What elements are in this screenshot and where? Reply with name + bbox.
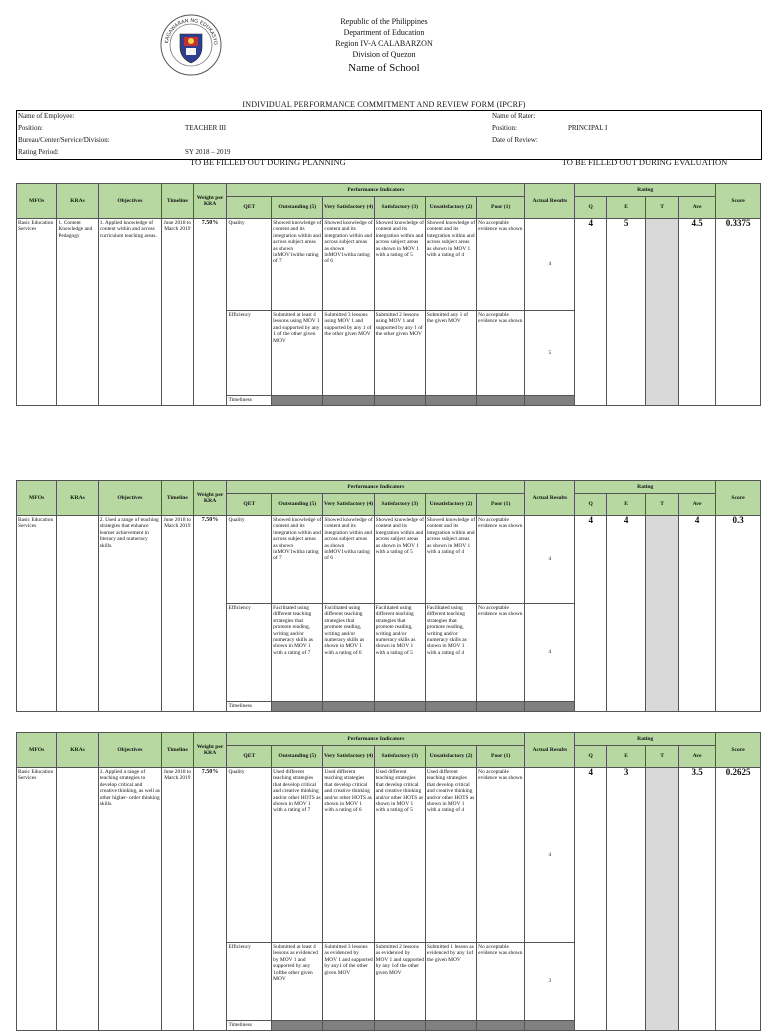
objective-cell: 2. Used a range of teaching strategies that enhance learner achievement in literacy and numeracy skills. bbox=[98, 516, 161, 712]
col-very-satisfactory: Very Satisfactory (4) bbox=[323, 494, 374, 516]
kra-cell bbox=[57, 768, 98, 1031]
bureau-label: Bureau/Center/Service/Division: bbox=[18, 136, 110, 144]
qet-quality-label: Quality bbox=[227, 219, 272, 311]
header-republic: Republic of the Philippines bbox=[340, 17, 428, 26]
planning-label: TO BE FILLED OUT DURING PLANNING bbox=[190, 157, 346, 167]
col-satisfactory: Satisfactory (3) bbox=[374, 197, 425, 219]
quality-unsatisfactory: Showed knowledge of content and its integration within and across subject areas as shown in MOV 1 with a rating of 4 bbox=[425, 219, 476, 311]
col-weight: Weight per KRA bbox=[193, 733, 227, 768]
efficiency-unsatisfactory: Submitted 1 lesson as evidenced by any 1of the given MOV bbox=[425, 943, 476, 1021]
col-very-satisfactory: Very Satisfactory (4) bbox=[323, 746, 374, 768]
col-actual-results: Actual Results bbox=[525, 733, 575, 768]
employee-position-label: Position: bbox=[18, 124, 43, 132]
rating-t bbox=[646, 516, 679, 712]
efficiency-satisfactory: Facilitated using different teaching strategies that promote reading, writing and/or numeracy skills as shown in MOV 1 with a rating of 5 bbox=[374, 604, 425, 702]
efficiency-actual-result: 3 bbox=[525, 943, 575, 1021]
col-rating: Rating bbox=[575, 184, 716, 197]
col-t: T bbox=[646, 746, 679, 768]
mfo-cell: Basic Education Services bbox=[17, 219, 57, 406]
quality-outstanding: Showed knowledge of content and its integration within and across subject areas as shown inMOV1witha rating of 7 bbox=[272, 516, 323, 604]
rating-e: 3 bbox=[607, 768, 646, 1031]
col-mfos: MFOs bbox=[17, 481, 57, 516]
svg-text:KAGAWARAN NG EDUKASYON: KAGAWARAN NG EDUKASYO bbox=[164, 17, 219, 46]
rating-score: 0.2625 bbox=[716, 768, 761, 1031]
col-e: E bbox=[607, 746, 646, 768]
quality-very-satisfactory: Showed knowledge of content and its integration within and across subject areas as shown inMOV1witha rating of 6 bbox=[323, 219, 374, 311]
quality-unsatisfactory: Showed knowledge of content and its integration within and across subject areas as shown in MOV 1 with a rating of 4 bbox=[425, 516, 476, 604]
rating-e: 4 bbox=[607, 516, 646, 712]
timeline-cell: June 2018 to March 2019 bbox=[162, 516, 194, 712]
rating-ave: 4 bbox=[679, 516, 716, 712]
col-t: T bbox=[646, 494, 679, 516]
timeline-cell: June 2018 to March 2019 bbox=[162, 768, 194, 1031]
col-mfos: MFOs bbox=[17, 733, 57, 768]
objective-cell: 3. Applied a range of teaching strategies to develop critical and creative thinking, as well as other higher- order thinking skills. bbox=[98, 768, 161, 1031]
weight-cell: 7.50% bbox=[193, 768, 227, 1031]
col-kras: KRAs bbox=[57, 184, 98, 219]
col-poor: Poor (1) bbox=[477, 746, 525, 768]
quality-very-satisfactory: Used different teaching strategies that develop critical and creative thinking and/or other HOTS as shown in MOV 1 with a rating of 6 bbox=[323, 768, 374, 943]
qet-quality-label: Quality bbox=[227, 768, 272, 943]
form-title: INDIVIDUAL PERFORMANCE COMMITMENT AND REVIEW FORM (IPCRF) bbox=[242, 100, 526, 109]
col-actual-results: Actual Results bbox=[525, 184, 575, 219]
col-ave: Ave bbox=[679, 494, 716, 516]
employee-position-value: TEACHER III bbox=[185, 124, 227, 132]
efficiency-poor: No acceptable evidence was shown bbox=[477, 604, 525, 702]
efficiency-very-satisfactory: Facilitated using different teaching strategies that promote reading, writing and/or numeracy skills as shown in MOV 1 with a rating of 6 bbox=[323, 604, 374, 702]
efficiency-poor: No acceptable evidence was shown bbox=[477, 943, 525, 1021]
quality-actual-result: 4 bbox=[525, 219, 575, 311]
efficiency-very-satisfactory: Submitted 3 lessons as evidenced by MOV 1 and supported by any1 of the other given MOV bbox=[323, 943, 374, 1021]
efficiency-satisfactory: Submitted 2 lessons using MOV 1 and supported by any 1 of the other given MOV bbox=[374, 311, 425, 396]
rater-position-value: PRINCIPAL I bbox=[568, 124, 608, 132]
efficiency-poor: No acceptable evidence was shown bbox=[477, 311, 525, 396]
col-poor: Poor (1) bbox=[477, 197, 525, 219]
col-t: T bbox=[646, 197, 679, 219]
quality-outstanding: Showed knowledge of content and its integration within and across subject areas as shown inMOV1withe rating of 7 bbox=[272, 219, 323, 311]
qet-efficiency-label: Efficiency bbox=[227, 943, 272, 1021]
col-q: Q bbox=[575, 746, 607, 768]
rating-score: 0.3 bbox=[716, 516, 761, 712]
header-region: Region IV-A CALABARZON bbox=[335, 39, 433, 48]
col-performance-indicators: Performance Indicators bbox=[227, 184, 525, 197]
efficiency-actual-result: 5 bbox=[525, 311, 575, 396]
objective-cell: 1. Applied knowledge of content within and across curriculum teaching areas. bbox=[98, 219, 161, 406]
rating-q: 4 bbox=[575, 219, 607, 406]
col-performance-indicators: Performance Indicators bbox=[227, 481, 525, 494]
efficiency-unsatisfactory: Facilitated using different teaching strategies that promote reading, writing and/or numeracy skills as shown in MOV 1 with a rating of 4 bbox=[425, 604, 476, 702]
evaluation-label: TO BE FILLED OUT DURING EVALUATION bbox=[561, 157, 728, 167]
col-unsatisfactory: Unsatisfactory (2) bbox=[425, 197, 476, 219]
quality-very-satisfactory: Showed knowledge of content and its integration within and across subject areas as shown inMOV1witha rating of 6 bbox=[323, 516, 374, 604]
review-date-label: Date of Review: bbox=[492, 136, 538, 144]
col-outstanding: Outstanding (5) bbox=[272, 197, 323, 219]
quality-poor: No acceptable evidence was shown bbox=[477, 768, 525, 943]
col-weight: Weight per KRA bbox=[193, 184, 227, 219]
rater-position-label: Position: bbox=[492, 124, 517, 132]
quality-outstanding: Used different teaching strategies that develop critical and creative thinking and/or other HOTS as shown in MOV 1 with a rating of 7 bbox=[272, 768, 323, 943]
col-rating: Rating bbox=[575, 733, 716, 746]
efficiency-actual-result: 4 bbox=[525, 604, 575, 702]
quality-poor: No acceptable evidence was shown bbox=[477, 219, 525, 311]
col-kras: KRAs bbox=[57, 481, 98, 516]
col-satisfactory: Satisfactory (3) bbox=[374, 746, 425, 768]
col-poor: Poor (1) bbox=[477, 494, 525, 516]
kra-cell: 1. Content Knowledge and Pedagogy bbox=[57, 219, 98, 406]
ipcr-table-2 bbox=[16, 480, 761, 712]
header-department: Department of Education bbox=[343, 28, 425, 37]
col-objectives: Objectives bbox=[98, 184, 161, 219]
rating-period-value: SY 2018 – 2019 bbox=[185, 148, 231, 156]
col-outstanding: Outstanding (5) bbox=[272, 494, 323, 516]
col-timeline: Timeline bbox=[162, 184, 194, 219]
header-division: Division of Quezon bbox=[352, 50, 416, 59]
kra-cell bbox=[57, 516, 98, 712]
efficiency-outstanding: Submitted at least 4 lessons as evidenced by MOV 1 and supported by any 1ofthe other given MOV bbox=[272, 943, 323, 1021]
rating-score: 0.3375 bbox=[716, 219, 761, 406]
quality-unsatisfactory: Used different teaching strategies that develop critical and creative thinking and/or other HOTS as shown in MOV 1 with a rating of 4 bbox=[425, 768, 476, 943]
quality-satisfactory: Used different teaching strategies that develop critical and creative thinking and/or other HOTS as shown in MOV 1 with a rating of 5 bbox=[374, 768, 425, 943]
school-name: Name of School bbox=[348, 62, 420, 74]
col-qet: QET bbox=[227, 494, 272, 516]
rating-q: 4 bbox=[575, 516, 607, 712]
qet-quality-label: Quality bbox=[227, 516, 272, 604]
weight-cell: 7.50% bbox=[193, 219, 227, 406]
col-mfos: MFOs bbox=[17, 184, 57, 219]
col-objectives: Objectives bbox=[98, 481, 161, 516]
timeline-cell: June 2018 to March 2019 bbox=[162, 219, 194, 406]
qet-efficiency-label: Efficiency bbox=[227, 604, 272, 702]
ipcr-table-3 bbox=[16, 732, 761, 1031]
col-score: Score bbox=[716, 481, 761, 516]
rating-q: 4 bbox=[575, 768, 607, 1031]
quality-actual-result: 4 bbox=[525, 768, 575, 943]
efficiency-outstanding: Submitted at least 4 lessons using MOV 1 and supported by any 1 of the other given MOV bbox=[272, 311, 323, 396]
rating-ave: 3.5 bbox=[679, 768, 716, 1031]
quality-satisfactory: Showed knowledge of content and its integration within and across subject areas as shown in MOV 1 with a rating of 5 bbox=[374, 516, 425, 604]
employee-info-box bbox=[16, 110, 762, 160]
col-q: Q bbox=[575, 197, 607, 219]
mfo-cell: Basic Education Services bbox=[17, 768, 57, 1031]
col-rating: Rating bbox=[575, 481, 716, 494]
col-ave: Ave bbox=[679, 746, 716, 768]
mfo-cell: Basic Education Services bbox=[17, 516, 57, 712]
col-satisfactory: Satisfactory (3) bbox=[374, 494, 425, 516]
col-e: E bbox=[607, 494, 646, 516]
col-very-satisfactory: Very Satisfactory (4) bbox=[323, 197, 374, 219]
rating-period-label: Rating Period: bbox=[18, 148, 59, 156]
col-score: Score bbox=[716, 733, 761, 768]
col-kras: KRAs bbox=[57, 733, 98, 768]
rating-e: 5 bbox=[607, 219, 646, 406]
col-qet: QET bbox=[227, 746, 272, 768]
col-qet: QET bbox=[227, 197, 272, 219]
weight-cell: 7.50% bbox=[193, 516, 227, 712]
quality-poor: No acceptable evidence was shown bbox=[477, 516, 525, 604]
col-score: Score bbox=[716, 184, 761, 219]
col-timeline: Timeline bbox=[162, 481, 194, 516]
efficiency-unsatisfactory: Submitted any 1 of the given MOV bbox=[425, 311, 476, 396]
quality-actual-result: 4 bbox=[525, 516, 575, 604]
col-e: E bbox=[607, 197, 646, 219]
qet-efficiency-label: Efficiency bbox=[227, 311, 272, 396]
qet-timeliness-label: Timeliness bbox=[227, 396, 272, 406]
rating-ave: 4.5 bbox=[679, 219, 716, 406]
efficiency-very-satisfactory: Submitted 3 lessons using MOV 1 and supported by any 1 of the other given MOV bbox=[323, 311, 374, 396]
col-ave: Ave bbox=[679, 197, 716, 219]
rater-name-label: Name of Rater: bbox=[492, 112, 536, 120]
col-outstanding: Outstanding (5) bbox=[272, 746, 323, 768]
col-actual-results: Actual Results bbox=[525, 481, 575, 516]
ipcr-table-1 bbox=[16, 183, 761, 406]
efficiency-satisfactory: Submitted 2 lessons as evidenced by MOV 1 and supported by any 1of the other given MOV bbox=[374, 943, 425, 1021]
col-weight: Weight per KRA bbox=[193, 481, 227, 516]
col-unsatisfactory: Unsatisfactory (2) bbox=[425, 494, 476, 516]
col-timeline: Timeline bbox=[162, 733, 194, 768]
col-objectives: Objectives bbox=[98, 733, 161, 768]
qet-timeliness-label: Timeliness bbox=[227, 1021, 272, 1031]
rating-t bbox=[646, 219, 679, 406]
col-performance-indicators: Performance Indicators bbox=[227, 733, 525, 746]
efficiency-outstanding: Facilitated using different teaching strategies that promote reading, writing and/or numeracy skills as shown in MOV 1 with a rating of 7 bbox=[272, 604, 323, 702]
qet-timeliness-label: Timeliness bbox=[227, 702, 272, 712]
rating-t bbox=[646, 768, 679, 1031]
employee-name-label: Name of Employee: bbox=[18, 112, 75, 120]
col-q: Q bbox=[575, 494, 607, 516]
col-unsatisfactory: Unsatisfactory (2) bbox=[425, 746, 476, 768]
quality-satisfactory: Showed knowledge of content and its integration within and across subject areas as shown in MOV 1 with a rating of 5 bbox=[374, 219, 425, 311]
